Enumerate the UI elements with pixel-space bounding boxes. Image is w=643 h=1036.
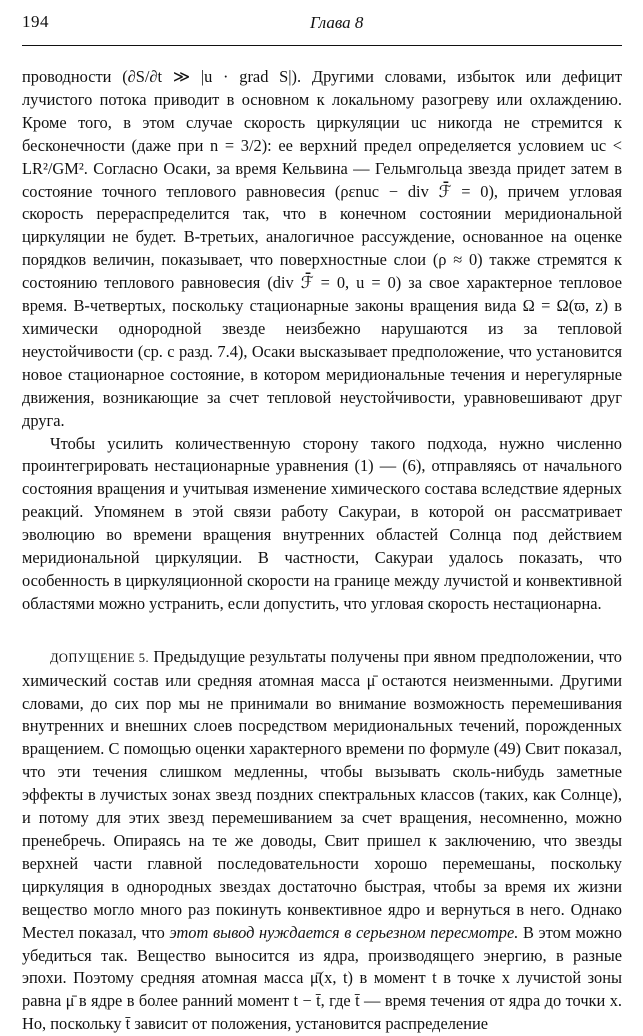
paragraph-2: Чтобы усилить количественную сторону такого подхода, нужно численно проинтегрировать нестационарные уравнения (1) — (6), отправляясь от начального состояния вращения и учитывая изменение химического состава вследствие ядерных реакций. Упомянем в этой связи работу Сакураи, в которой он рассматривает эволюцию во времени вращения внутренних областей Солнца под действием меридиональной циркуляции. В частности, Сакураи удалось показать, что особенность в циркуляционной скорости на границе между лучистой и конвективной областями можно устранить, если допустить, что угловая скорость нестационарна.	[22, 433, 622, 613]
paragraph-3-text-a: Предыдущие результаты получены при явном предположении, что химический состав или средняя атомная масса μ̄ остаются неизменными. Другими словами, до сих пор мы не принимали во внимание возможность перемешивания внутренних и внешних слоев посредством меридиональных течений, порожденных вращением. С помощью оценки характерного времени по формуле (49) Свит показал, что эти течения слишком медленны, чтобы вызывать сколь-нибудь заметные эффекты в лучистых зонах звезд поздних спектральных классов (таких, как Солнце), и потому для этих звезд перемешиванием за счет вращения, несомненно, можно пренебречь. Опираясь на те же доводы, Свит пришел к заключению, что звезды верхней части главной последовательности хорошо перемешаны, поскольку циркуляция в однородных звездах достаточно быстрая, чтобы за время их жизни вещество могло много раз покинуть конвективное ядро и вернуться в него. Однако Местел показал, что	[22, 646, 622, 942]
chapter-title: Глава 8	[310, 13, 364, 32]
running-header	[22, 12, 622, 42]
body-text	[22, 66, 622, 1036]
paragraph-1: проводности (∂S/∂t ≫ |u · grad S|). Другими словами, избыток или дефицит лучистого потока приводит в основном к локальному разогреву или охлаждению. Кроме того, в этом случае скорость циркуляции uc никогда не стремится к бесконечности (даже при n = 3/2): ее верхний предел определяется условием uc < LR²/GM². Согласно Осаки, за время Кельвина — Гельмгольца звезда придет затем в состояние точного теплового равновесия (ρεnuc − div ℱ̄ = 0), причем угловая скорость перераспределится так, что в конечном состоянии меридиональной циркуляции не будет. В-третьих, аналогичное рассуждение, основанное на оценке порядков величин, показывает, что поверхностные слои (ρ ≈ 0) также стремятся к состоянию теплового равновесия (div ℱ̄ = 0, u = 0) за свое характерное тепловое время. В-четвертых, поскольку стационарные законы вращения вида Ω = Ω(ϖ, z) в химически однородной звезде неизбежно нарушаются из за тепловой неустойчивости (ср. с разд. 7.4), Осаки высказывает предположение, что установится новое стационарное состояние, в котором меридиональные течения и нерегулярные движения, возникающие за счет тепловой неустойчивости, уравновешивают друг друга.	[22, 67, 622, 430]
page-number: 194	[22, 12, 49, 31]
header-rule	[22, 45, 622, 46]
paragraph-3-emphasis: этот вывод нуждается в серьезном пересмотре.	[169, 922, 519, 942]
assumption-label: ДОПУЩЕНИЕ 5.	[50, 650, 149, 665]
paragraph-3-text-b: В этом можно убедиться так. Вещество выносится из ядра, производящего энергию, в разные эпохи. Поэтому средняя атомная масса μ̄(x, t) в момент t в точке x лучистой зоны равна μ̄ в ядре в более ранний момент t − t̄, где t̄ — время течения от ядра до точки x. Но, поскольку t̄ зависит от положения, установится распределение	[22, 922, 622, 1034]
paragraph-3	[22, 646, 622, 1036]
